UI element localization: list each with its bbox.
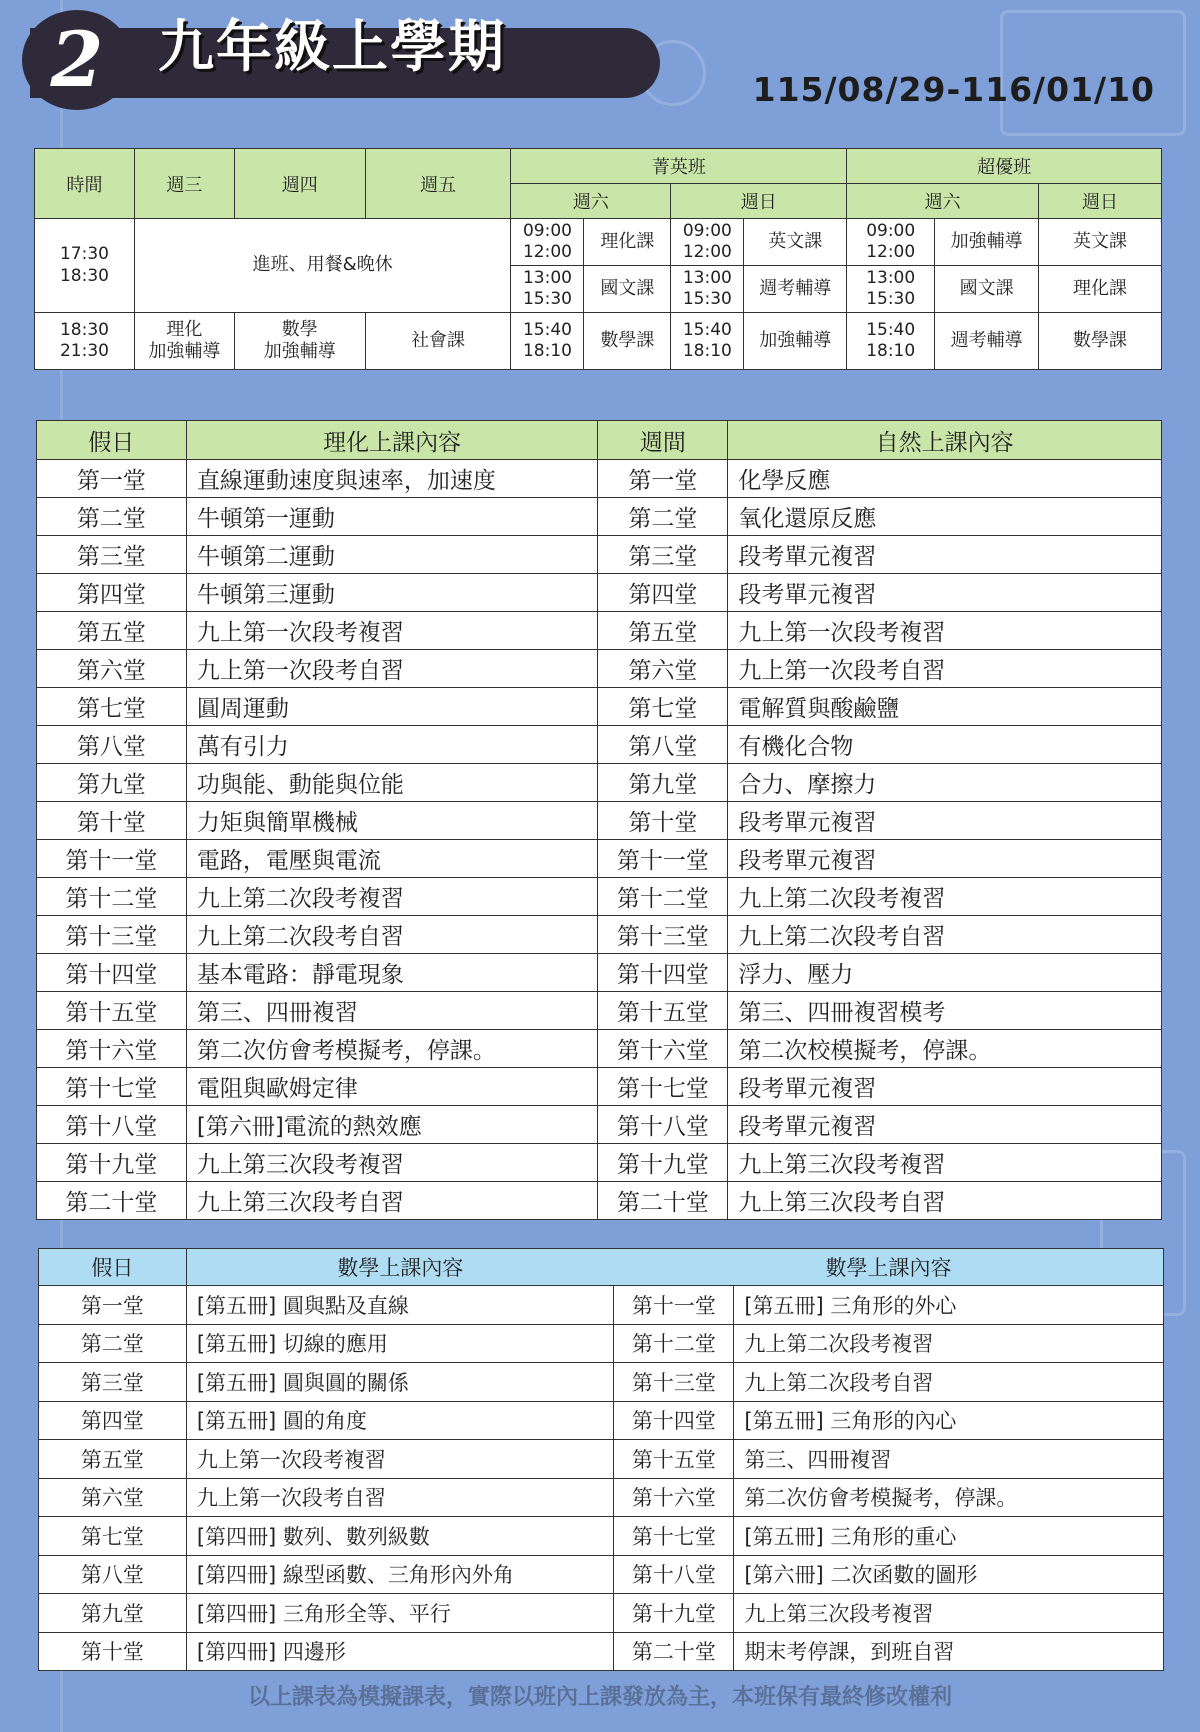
super-sunday-class: 理化課 xyxy=(1039,266,1162,313)
math-row xyxy=(39,1363,1164,1402)
science-content: 段考單元複習 xyxy=(728,536,1162,574)
physics-content: 電阻與歐姆定律 xyxy=(186,1068,598,1106)
weekday-lesson-label: 第十九堂 xyxy=(598,1144,728,1182)
physics-row xyxy=(37,916,1162,954)
math-lesson-label: 第十九堂 xyxy=(614,1594,734,1633)
holiday-lesson-label: 第二堂 xyxy=(37,498,187,536)
elite-sunday-class: 加強輔導 xyxy=(744,313,847,370)
math-lesson-label: 第十七堂 xyxy=(614,1517,734,1556)
header-time: 時間 xyxy=(35,149,135,219)
weekday-evening-cell: 進班、用餐&晚休 xyxy=(134,219,511,313)
math-row xyxy=(39,1478,1164,1517)
holiday-lesson-label: 第十五堂 xyxy=(37,992,187,1030)
elite-saturday-class: 理化課 xyxy=(584,219,671,266)
weekday-lesson-label: 第二十堂 xyxy=(598,1182,728,1220)
math-lesson-label: 第一堂 xyxy=(39,1286,187,1325)
weekday-lesson-label: 第二堂 xyxy=(598,498,728,536)
holiday-lesson-label: 第十六堂 xyxy=(37,1030,187,1068)
elite-sunday-class: 英文課 xyxy=(744,219,847,266)
physics-row xyxy=(37,574,1162,612)
math-content: 九上第二次段考複習 xyxy=(734,1324,1164,1363)
elite-sunday-class: 週考輔導 xyxy=(744,266,847,313)
math-content: 第二次仿會考模擬考，停課。 xyxy=(734,1478,1164,1517)
physics-row xyxy=(37,536,1162,574)
math-row xyxy=(39,1594,1164,1633)
math-lesson-label: 第十堂 xyxy=(39,1632,187,1671)
science-content: 段考單元複習 xyxy=(728,1106,1162,1144)
time-slot-cell: 09:00 12:00 xyxy=(671,219,744,266)
science-content: 九上第二次段考複習 xyxy=(728,878,1162,916)
math-content: [第六冊] 二次函數的圖形 xyxy=(734,1555,1164,1594)
physics-content: 萬有引力 xyxy=(186,726,598,764)
physics-content: [第六冊]電流的熱效應 xyxy=(186,1106,598,1144)
friday-class: 社會課 xyxy=(365,313,511,370)
math-row xyxy=(39,1517,1164,1556)
time-slot-cell: 09:00 12:00 xyxy=(511,219,584,266)
holiday-lesson-label: 第一堂 xyxy=(37,460,187,498)
science-content: 浮力、壓力 xyxy=(728,954,1162,992)
weekday-lesson-label: 第十六堂 xyxy=(598,1030,728,1068)
header-weekday: 週間 xyxy=(598,421,728,460)
science-content: 九上第二次段考自習 xyxy=(728,916,1162,954)
header-thursday: 週四 xyxy=(234,149,365,219)
science-content: 九上第一次段考複習 xyxy=(728,612,1162,650)
elite-saturday-class: 國文課 xyxy=(584,266,671,313)
elite-saturday-class: 數學課 xyxy=(584,313,671,370)
time-slot-cell: 13:00 15:30 xyxy=(847,266,935,313)
physics-content: 九上第一次段考複習 xyxy=(186,612,598,650)
physics-row xyxy=(37,650,1162,688)
math-content: [第五冊] 三角形的重心 xyxy=(734,1517,1164,1556)
time-slot-cell: 09:00 12:00 xyxy=(847,219,935,266)
physics-row xyxy=(37,688,1162,726)
science-content: 第二次校模擬考，停課。 xyxy=(728,1030,1162,1068)
footer-disclaimer: 以上課表為模擬課表，實際以班內上課發放為主，本班保有最終修改權利 xyxy=(247,1685,952,1710)
header-elite-class: 菁英班 xyxy=(511,149,847,184)
holiday-lesson-label: 第十四堂 xyxy=(37,954,187,992)
physics-content: 力矩與簡單機械 xyxy=(186,802,598,840)
page-title: 九年級上學期 xyxy=(158,15,506,80)
super-sunday-class: 數學課 xyxy=(1039,313,1162,370)
science-content: 段考單元複習 xyxy=(728,574,1162,612)
math-content: 九上第三次段考複習 xyxy=(734,1594,1164,1633)
schedule-row xyxy=(35,219,1162,266)
math-header-row xyxy=(39,1249,1164,1286)
math-content: [第四冊] 四邊形 xyxy=(186,1632,614,1671)
header-number: 2 xyxy=(50,15,104,104)
holiday-lesson-label: 第二十堂 xyxy=(37,1182,187,1220)
math-lesson-label: 第二堂 xyxy=(39,1324,187,1363)
math-content: [第五冊] 圓與圓的關係 xyxy=(186,1363,614,1402)
physics-header-row xyxy=(37,421,1162,460)
holiday-lesson-label: 第十七堂 xyxy=(37,1068,187,1106)
holiday-lesson-label: 第六堂 xyxy=(37,650,187,688)
time-slot-cell: 13:00 15:30 xyxy=(511,266,584,313)
math-lesson-label: 第三堂 xyxy=(39,1363,187,1402)
science-content: 電解質與酸鹼鹽 xyxy=(728,688,1162,726)
math-lesson-label: 第十六堂 xyxy=(614,1478,734,1517)
math-row xyxy=(39,1401,1164,1440)
science-content: 化學反應 xyxy=(728,460,1162,498)
header-science-content: 自然上課內容 xyxy=(728,421,1162,460)
schedule-row xyxy=(35,313,1162,370)
holiday-lesson-label: 第十二堂 xyxy=(37,878,187,916)
physics-row xyxy=(37,764,1162,802)
math-content: [第五冊] 圓與點及直線 xyxy=(186,1286,614,1325)
weekday-lesson-label: 第五堂 xyxy=(598,612,728,650)
math-content: 第三、四冊複習 xyxy=(734,1440,1164,1479)
science-content: 段考單元複習 xyxy=(728,840,1162,878)
physics-content: 圓周運動 xyxy=(186,688,598,726)
time-slot-cell: 15:40 18:10 xyxy=(847,313,935,370)
math-lesson-label: 第九堂 xyxy=(39,1594,187,1633)
weekday-lesson-label: 第十八堂 xyxy=(598,1106,728,1144)
holiday-lesson-label: 第十九堂 xyxy=(37,1144,187,1182)
thursday-class: 數學 加強輔導 xyxy=(234,313,365,370)
math-lesson-label: 第十一堂 xyxy=(614,1286,734,1325)
weekday-lesson-label: 第十四堂 xyxy=(598,954,728,992)
weekday-lesson-label: 第十二堂 xyxy=(598,878,728,916)
physics-content: 牛頓第二運動 xyxy=(186,536,598,574)
holiday-lesson-label: 第十三堂 xyxy=(37,916,187,954)
math-lesson-label: 第六堂 xyxy=(39,1478,187,1517)
science-content: 九上第三次段考自習 xyxy=(728,1182,1162,1220)
weekday-lesson-label: 第十五堂 xyxy=(598,992,728,1030)
physics-row xyxy=(37,992,1162,1030)
math-row xyxy=(39,1632,1164,1671)
holiday-lesson-label: 第十八堂 xyxy=(37,1106,187,1144)
science-content: 第三、四冊複習模考 xyxy=(728,992,1162,1030)
physics-content: 九上第二次段考複習 xyxy=(186,878,598,916)
super-saturday-class: 加強輔導 xyxy=(935,219,1039,266)
math-lesson-label: 第十二堂 xyxy=(614,1324,734,1363)
physics-row xyxy=(37,1182,1162,1220)
physics-row xyxy=(37,878,1162,916)
math-lesson-label: 第十四堂 xyxy=(614,1401,734,1440)
weekday-lesson-label: 第十七堂 xyxy=(598,1068,728,1106)
header-physics-content: 理化上課內容 xyxy=(186,421,598,460)
weekday-lesson-label: 第六堂 xyxy=(598,650,728,688)
physics-content: 九上第一次段考自習 xyxy=(186,650,598,688)
holiday-lesson-label: 第十一堂 xyxy=(37,840,187,878)
physics-row xyxy=(37,1030,1162,1068)
math-row xyxy=(39,1555,1164,1594)
science-content: 合力、摩擦力 xyxy=(728,764,1162,802)
header-super-saturday: 週六 xyxy=(847,184,1039,219)
math-lesson-label: 第十三堂 xyxy=(614,1363,734,1402)
holiday-lesson-label: 第四堂 xyxy=(37,574,187,612)
physics-content: 直線運動速度與速率，加速度 xyxy=(186,460,598,498)
physics-science-table xyxy=(36,420,1162,1220)
physics-content: 第三、四冊複習 xyxy=(186,992,598,1030)
holiday-lesson-label: 第九堂 xyxy=(37,764,187,802)
math-content: [第五冊] 圓的角度 xyxy=(186,1401,614,1440)
header-wednesday: 週三 xyxy=(134,149,234,219)
math-lesson-label: 第四堂 xyxy=(39,1401,187,1440)
physics-row xyxy=(37,1144,1162,1182)
weekday-lesson-label: 第四堂 xyxy=(598,574,728,612)
schedule-header-row xyxy=(35,149,1162,184)
math-content: 九上第一次段考複習 xyxy=(186,1440,614,1479)
science-content: 氧化還原反應 xyxy=(728,498,1162,536)
header-super-sunday: 週日 xyxy=(1039,184,1162,219)
header-friday: 週五 xyxy=(365,149,511,219)
math-content: 九上第二次段考自習 xyxy=(734,1363,1164,1402)
math-lesson-label: 第二十堂 xyxy=(614,1632,734,1671)
time-slot-cell: 15:40 18:10 xyxy=(511,313,584,370)
math-lesson-label: 第十八堂 xyxy=(614,1555,734,1594)
physics-row xyxy=(37,726,1162,764)
physics-content: 九上第三次段考自習 xyxy=(186,1182,598,1220)
math-content: [第四冊] 數列、數列級數 xyxy=(186,1517,614,1556)
weekday-lesson-label: 第八堂 xyxy=(598,726,728,764)
physics-content: 牛頓第三運動 xyxy=(186,574,598,612)
science-content: 有機化合物 xyxy=(728,726,1162,764)
header-holiday: 假日 xyxy=(37,421,187,460)
super-sunday-class: 英文課 xyxy=(1039,219,1162,266)
weekly-schedule-table xyxy=(34,148,1162,370)
math-content: [第五冊] 三角形的內心 xyxy=(734,1401,1164,1440)
math-lesson-label: 第五堂 xyxy=(39,1440,187,1479)
holiday-lesson-label: 第五堂 xyxy=(37,612,187,650)
science-content: 九上第三次段考複習 xyxy=(728,1144,1162,1182)
physics-row xyxy=(37,498,1162,536)
physics-content: 第二次仿會考模擬考，停課。 xyxy=(186,1030,598,1068)
physics-content: 九上第二次段考自習 xyxy=(186,916,598,954)
math-content: [第四冊] 線型函數、三角形內外角 xyxy=(186,1555,614,1594)
wednesday-class: 理化 加強輔導 xyxy=(134,313,234,370)
math-content: [第五冊] 三角形的外心 xyxy=(734,1286,1164,1325)
header-super-class: 超優班 xyxy=(847,149,1162,184)
physics-row xyxy=(37,954,1162,992)
header-math-content-right: 數學上課內容 xyxy=(614,1249,1164,1286)
math-row xyxy=(39,1440,1164,1479)
physics-row xyxy=(37,1106,1162,1144)
math-content: [第五冊] 切線的應用 xyxy=(186,1324,614,1363)
super-saturday-class: 週考輔導 xyxy=(935,313,1039,370)
science-content: 段考單元複習 xyxy=(728,802,1162,840)
header-number-badge xyxy=(22,10,132,110)
weekday-lesson-label: 第七堂 xyxy=(598,688,728,726)
math-lesson-label: 第八堂 xyxy=(39,1555,187,1594)
physics-content: 九上第三次段考複習 xyxy=(186,1144,598,1182)
date-range: 115/08/29-116/01/10 xyxy=(752,70,1155,109)
header-elite-sunday: 週日 xyxy=(671,184,847,219)
holiday-lesson-label: 第十堂 xyxy=(37,802,187,840)
time-cell: 17:30 18:30 xyxy=(35,219,135,313)
physics-row xyxy=(37,460,1162,498)
physics-content: 牛頓第一運動 xyxy=(186,498,598,536)
physics-row xyxy=(37,612,1162,650)
physics-content: 基本電路：靜電現象 xyxy=(186,954,598,992)
time-slot-cell: 13:00 15:30 xyxy=(671,266,744,313)
physics-content: 功與能、動能與位能 xyxy=(186,764,598,802)
header-holiday: 假日 xyxy=(39,1249,187,1286)
math-table xyxy=(38,1248,1164,1671)
header-elite-saturday: 週六 xyxy=(511,184,671,219)
weekday-lesson-label: 第十一堂 xyxy=(598,840,728,878)
science-content: 九上第一次段考自習 xyxy=(728,650,1162,688)
super-saturday-class: 國文課 xyxy=(935,266,1039,313)
math-row xyxy=(39,1286,1164,1325)
math-lesson-label: 第十五堂 xyxy=(614,1440,734,1479)
physics-content: 電路，電壓與電流 xyxy=(186,840,598,878)
math-content: [第四冊] 三角形全等、平行 xyxy=(186,1594,614,1633)
math-content: 九上第一次段考自習 xyxy=(186,1478,614,1517)
holiday-lesson-label: 第八堂 xyxy=(37,726,187,764)
science-content: 段考單元複習 xyxy=(728,1068,1162,1106)
time-slot-cell: 15:40 18:10 xyxy=(671,313,744,370)
header-math-content-left: 數學上課內容 xyxy=(186,1249,614,1286)
physics-row xyxy=(37,1068,1162,1106)
math-row xyxy=(39,1324,1164,1363)
weekday-lesson-label: 第九堂 xyxy=(598,764,728,802)
math-lesson-label: 第七堂 xyxy=(39,1517,187,1556)
holiday-lesson-label: 第七堂 xyxy=(37,688,187,726)
holiday-lesson-label: 第三堂 xyxy=(37,536,187,574)
weekday-lesson-label: 第三堂 xyxy=(598,536,728,574)
physics-row xyxy=(37,840,1162,878)
math-content: 期末考停課，到班自習 xyxy=(734,1632,1164,1671)
weekday-lesson-label: 第一堂 xyxy=(598,460,728,498)
physics-row xyxy=(37,802,1162,840)
weekday-lesson-label: 第十堂 xyxy=(598,802,728,840)
weekday-lesson-label: 第十三堂 xyxy=(598,916,728,954)
time-cell: 18:30 21:30 xyxy=(35,313,135,370)
